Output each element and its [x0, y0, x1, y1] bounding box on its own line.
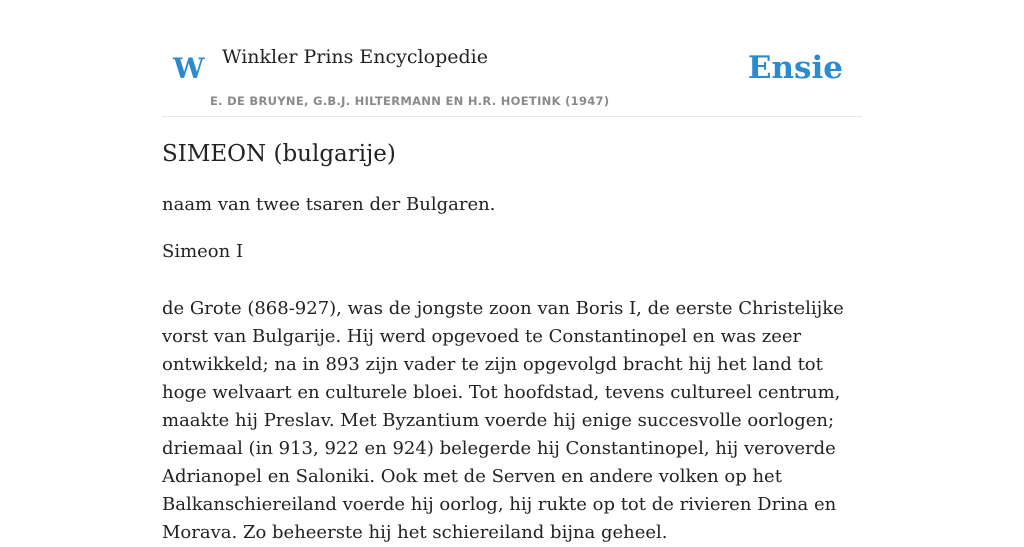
page [162, 0, 862, 543]
entry-intro: naam van twee tsaren der Bulgaren. [162, 194, 496, 215]
encyclopedia-logo[interactable]: W [173, 52, 205, 85]
entry-body: de Grote (868-927), was de jongste zoon van Boris I, de eerste Christelijke vorst van Bulgarije. Hij werd opgevoed te Constantinopel en was zeer ontwikkeld; na in 893 zijn vader te zijn opgevolgd bracht hij het land tot hoge welvaart en culturele bloei. Tot hoofdstad, tevens cultureel centrum, maakte hij Preslav. Met Byzantium voerde hij enige succesvolle oorlogen; driemaal (in 913, 922 en 924) belegerde hij Constantinopel, hij veroverde Adrianopel en Saloniki. Ook met de Serven en andere volken op het Balkanschiereiland voerde hij oorlog, hij rukte op tot de rivieren Drina en Morava. Zo beheerste hij het schiereiland bijna geheel. [162, 298, 844, 543]
entry-title: SIMEON (bulgarije) [162, 141, 396, 167]
book-authors: E. DE BRUYNE, G.B.J. HILTERMANN EN H.R. HOETINK (1947) [210, 94, 610, 108]
ensie-logo[interactable]: Ensie [747, 50, 843, 86]
entry-subheading: Simeon I [162, 241, 244, 262]
header [162, 0, 862, 117]
book-title[interactable]: Winkler Prins Encyclopedie [222, 46, 488, 68]
